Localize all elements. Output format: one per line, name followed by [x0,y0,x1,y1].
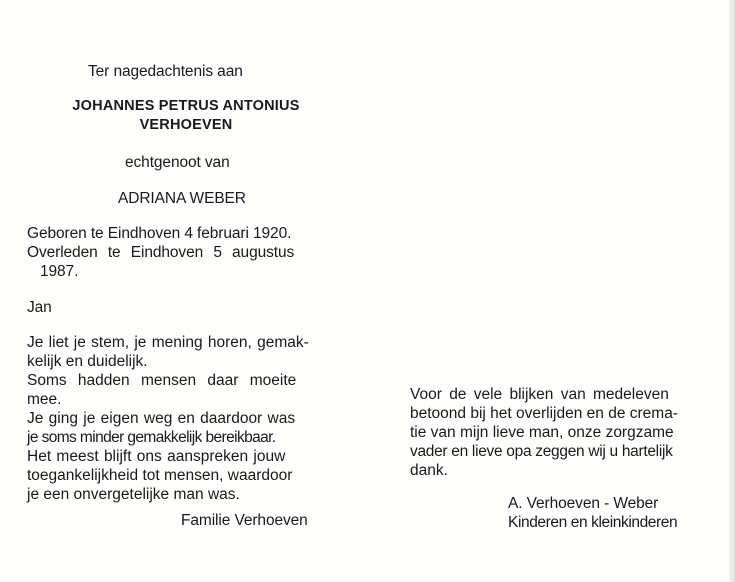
birth-text: Geboren te Eindhoven 4 februari 1920. [27,225,292,242]
poem-line: Het meest blijft ons aanspreken jouw [27,448,286,465]
poem-line: toegankelijkheid tot mensen, waardoor [27,467,293,484]
spouse-name: ADRIANA WEBER [118,190,246,207]
death-text-line2: 1987. [40,263,79,280]
poem-line: je soms minder gemakkelijk bereikbaar. [27,429,276,446]
deceased-name-line2: VERHOEVEN [139,117,233,133]
family-signature: Familie Verhoeven [181,512,308,529]
poem-line: Soms hadden mensen daar moeite [27,372,297,389]
poem-line: je een onvergetelijke man was. [27,486,240,503]
thanks-line: dank. [410,462,448,479]
thanks-line: vader en lieve opa zeggen wij u hartelijk [410,443,673,460]
thanks-line: tie van mijn lieve man, onze zorgzame [410,424,674,441]
widow-signature: A. Verhoeven - Weber [508,495,659,512]
poem-line: mee. [27,391,62,408]
death-text-line1 [27,243,321,262]
children-signature: Kinderen en kleinkinderen [508,514,678,531]
thanks-line: betoond bij het overlijden en de crema- [410,405,678,422]
deceased-name-line1: JOHANNES PETRUS ANTONIUS [72,98,300,114]
card-edge [729,0,735,582]
poem-line: Je liet je stem, je mening horen, gemak- [27,334,309,351]
poem-line: kelijk en duidelijk. [27,353,148,370]
poem [27,333,319,504]
spouse-intro: echtgenoot van [125,154,230,171]
first-name: Jan [27,299,52,316]
thanks-text [410,385,710,480]
poem-line: Je ging je eigen weg en daardoor was [27,410,296,427]
thanks-line: Voor de vele blijken van medeleven [410,386,669,403]
death-text-line1-content: Overleden te Eindhoven 5 augustus [27,244,295,261]
intro-text: Ter nagedachtenis aan [88,63,243,80]
